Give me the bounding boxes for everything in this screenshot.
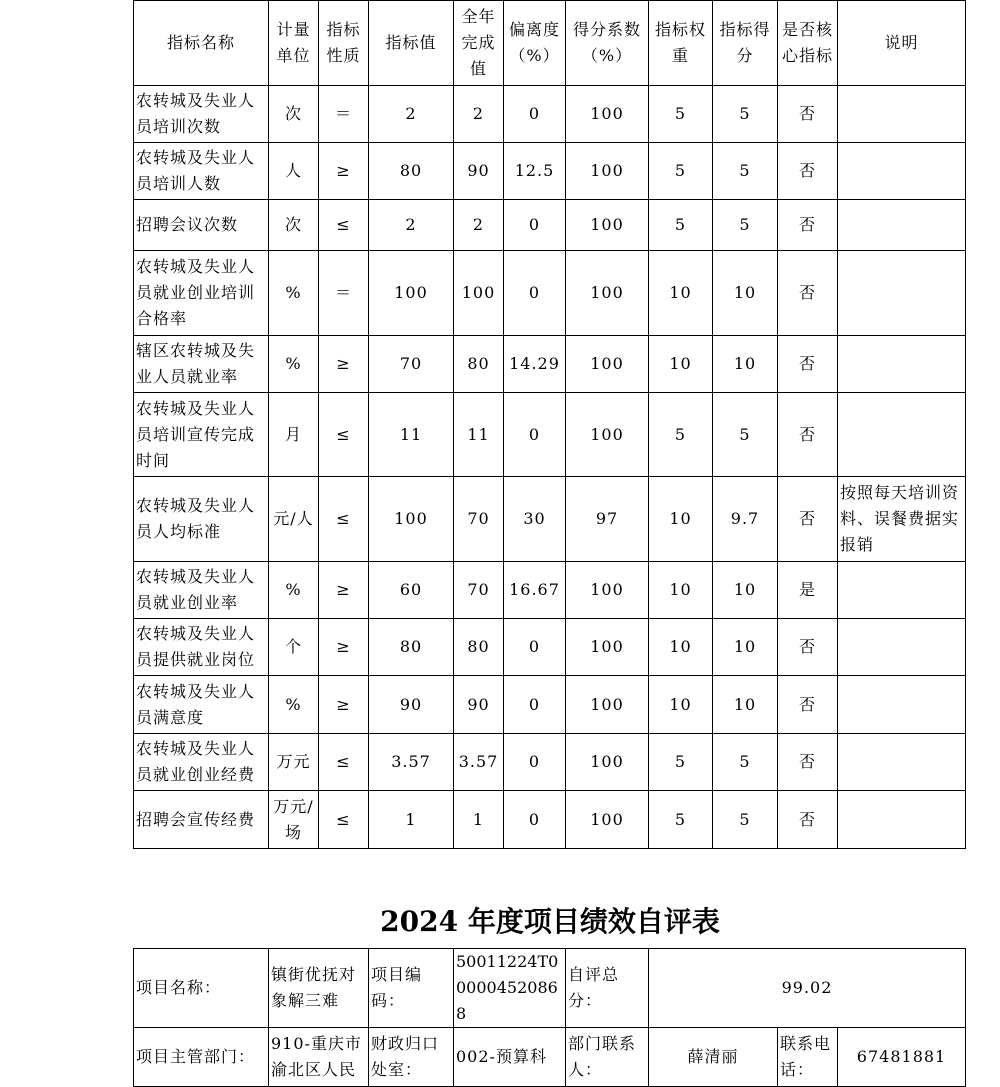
table-cell: 70	[454, 562, 504, 619]
table-cell: 0	[504, 393, 566, 477]
indicator-name: 农转城及失业人员人均标准	[134, 477, 269, 562]
table-cell: 80	[454, 619, 504, 676]
table-cell: 80	[369, 143, 454, 200]
table-cell: 5	[713, 393, 778, 477]
table-cell: 100	[566, 336, 649, 393]
table-cell: 5	[713, 791, 778, 849]
table-cell: 0	[504, 251, 566, 336]
table-cell: 5	[649, 393, 713, 477]
table-row	[134, 143, 966, 200]
table-cell: %	[269, 562, 319, 619]
indicator-table	[133, 0, 966, 849]
indicator-name: 辖区农转城及失业人员就业率	[134, 336, 269, 393]
table-cell: 80	[454, 336, 504, 393]
table-cell: 0	[504, 734, 566, 791]
table-cell: 10	[649, 562, 713, 619]
table-cell: 月	[269, 393, 319, 477]
table-row	[134, 562, 966, 619]
indicator-name: 农转城及失业人员就业创业经费	[134, 734, 269, 791]
note-cell	[838, 251, 966, 336]
table-cell: ≤	[319, 734, 369, 791]
table-cell: ≤	[319, 791, 369, 849]
table-cell: 0	[504, 200, 566, 251]
table-cell: 16.67	[504, 562, 566, 619]
table-cell: 否	[778, 336, 838, 393]
note-cell	[838, 619, 966, 676]
table-cell: 11	[454, 393, 504, 477]
table-cell: 个	[269, 619, 319, 676]
indicator-name: 农转城及失业人员提供就业岗位	[134, 619, 269, 676]
table-cell: 5	[649, 143, 713, 200]
table-cell: 0	[504, 676, 566, 734]
table-cell: 100	[566, 143, 649, 200]
table-cell: ＝	[319, 86, 369, 143]
table-cell: 1	[369, 791, 454, 849]
table-cell: ≥	[319, 676, 369, 734]
table-cell: 10	[713, 619, 778, 676]
table-cell: 10	[713, 676, 778, 734]
table-cell: 100	[566, 676, 649, 734]
contact: 薛清丽	[649, 1028, 778, 1087]
table-cell: 0	[504, 791, 566, 849]
table-row	[134, 676, 966, 734]
table-cell: 3.57	[369, 734, 454, 791]
header-cell: 指标权重	[649, 1, 713, 86]
indicator-name: 农转城及失业人员培训人数	[134, 143, 269, 200]
table-cell: 30	[504, 477, 566, 562]
table-row	[134, 619, 966, 676]
header-cell: 指标值	[369, 1, 454, 86]
table-header	[134, 1, 966, 86]
project-name: 镇街优抚对象解三难	[269, 949, 369, 1028]
table-cell: 5	[649, 200, 713, 251]
table-cell: 90	[369, 676, 454, 734]
header-cell: 全年完成值	[454, 1, 504, 86]
table-row	[134, 477, 966, 562]
header-cell: 计量单位	[269, 1, 319, 86]
info-row	[134, 949, 966, 1028]
table-cell: ≥	[319, 562, 369, 619]
note-cell	[838, 336, 966, 393]
table-cell: 次	[269, 86, 319, 143]
header-cell: 指标名称	[134, 1, 269, 86]
table-cell: 97	[566, 477, 649, 562]
table-cell: 10	[713, 336, 778, 393]
table-cell: ≤	[319, 477, 369, 562]
indicator-name: 招聘会宣传经费	[134, 791, 269, 849]
phone-label: 联系电话：	[778, 1028, 838, 1087]
table-row	[134, 393, 966, 477]
table-cell: 0	[504, 86, 566, 143]
project-code-label: 项目编码：	[369, 949, 454, 1028]
page-title: 2024 年度项目绩效自评表	[380, 905, 720, 938]
table-cell: 2	[454, 86, 504, 143]
table-cell: 2	[369, 200, 454, 251]
table-cell: 5	[649, 734, 713, 791]
table-cell: 90	[454, 676, 504, 734]
table-cell: 否	[778, 200, 838, 251]
table-row	[134, 200, 966, 251]
table-cell: 5	[649, 791, 713, 849]
note-cell	[838, 734, 966, 791]
table-cell: 60	[369, 562, 454, 619]
table-cell: 10	[649, 676, 713, 734]
table-cell: 2	[454, 200, 504, 251]
table-cell: 10	[713, 562, 778, 619]
table-cell: 80	[369, 619, 454, 676]
header-cell: 是否核心指标	[778, 1, 838, 86]
table-cell: 否	[778, 143, 838, 200]
table-cell: 14.29	[504, 336, 566, 393]
indicator-name: 招聘会议次数	[134, 200, 269, 251]
table-row	[134, 251, 966, 336]
info-row	[134, 1028, 966, 1087]
table-cell: 否	[778, 676, 838, 734]
table-cell: 2	[369, 86, 454, 143]
table-cell: 100	[566, 86, 649, 143]
project-code: 50011224T000004520868	[454, 949, 566, 1028]
note-cell	[838, 200, 966, 251]
table-cell: 否	[778, 86, 838, 143]
table-cell: 70	[454, 477, 504, 562]
table-cell: 10	[649, 336, 713, 393]
header-cell: 说明	[838, 1, 966, 86]
table-cell: %	[269, 676, 319, 734]
table-cell: 万元	[269, 734, 319, 791]
table-cell: 万元/场	[269, 791, 319, 849]
table-row	[134, 336, 966, 393]
table-cell: 100	[454, 251, 504, 336]
table-cell: 100	[369, 477, 454, 562]
office: 002-预算科	[454, 1028, 566, 1087]
table-cell: 100	[566, 619, 649, 676]
table-cell: 否	[778, 393, 838, 477]
table-cell: 100	[566, 251, 649, 336]
indicator-name: 农转城及失业人员满意度	[134, 676, 269, 734]
table-cell: %	[269, 336, 319, 393]
table-cell: 5	[649, 86, 713, 143]
table-cell: 10	[713, 251, 778, 336]
table-row	[134, 86, 966, 143]
table-cell: ≤	[319, 393, 369, 477]
phone: 67481881	[838, 1028, 966, 1087]
table-cell: 3.57	[454, 734, 504, 791]
contact-label: 部门联系人：	[566, 1028, 649, 1087]
table-cell: 人	[269, 143, 319, 200]
table-cell: 元/人	[269, 477, 319, 562]
header-cell: 得分系数（%）	[566, 1, 649, 86]
total-score-label: 自评总分：	[566, 949, 649, 1028]
table-cell: 100	[369, 251, 454, 336]
note-cell	[838, 86, 966, 143]
note-cell	[838, 143, 966, 200]
table-cell: 10	[649, 477, 713, 562]
note-cell: 按照每天培训资料、误餐费据实报销	[838, 477, 966, 562]
table-cell: 100	[566, 791, 649, 849]
dept: 910-重庆市渝北区人民	[269, 1028, 369, 1087]
table-cell: ＝	[319, 251, 369, 336]
note-cell	[838, 393, 966, 477]
table-cell: 否	[778, 619, 838, 676]
table-cell: 0	[504, 619, 566, 676]
table-cell: %	[269, 251, 319, 336]
dept-label: 项目主管部门：	[134, 1028, 269, 1087]
table-cell: 12.5	[504, 143, 566, 200]
table-cell: 70	[369, 336, 454, 393]
table-cell: 否	[778, 791, 838, 849]
project-name-label: 项目名称：	[134, 949, 269, 1028]
table-cell: 90	[454, 143, 504, 200]
note-cell	[838, 676, 966, 734]
table-cell: 次	[269, 200, 319, 251]
table-cell: ≥	[319, 619, 369, 676]
header-cell: 指标得分	[713, 1, 778, 86]
table-cell: 5	[713, 143, 778, 200]
total-score: 99.02	[649, 949, 966, 1028]
table-cell: 9.7	[713, 477, 778, 562]
table-cell: 5	[713, 200, 778, 251]
table-row	[134, 791, 966, 849]
table-cell: 否	[778, 251, 838, 336]
note-cell	[838, 562, 966, 619]
table-cell: 100	[566, 200, 649, 251]
indicator-name: 农转城及失业人员培训次数	[134, 86, 269, 143]
table-cell: 1	[454, 791, 504, 849]
table-cell: 10	[649, 619, 713, 676]
table-cell: 5	[713, 86, 778, 143]
table-cell: ≥	[319, 143, 369, 200]
table-cell: 100	[566, 562, 649, 619]
indicator-name: 农转城及失业人员培训宣传完成时间	[134, 393, 269, 477]
indicator-name: 农转城及失业人员就业创业培训合格率	[134, 251, 269, 336]
table-cell: 是	[778, 562, 838, 619]
table-cell: 5	[713, 734, 778, 791]
header-cell: 偏离度（%）	[504, 1, 566, 86]
table-row	[134, 734, 966, 791]
table-cell: ≤	[319, 200, 369, 251]
table-cell: 否	[778, 477, 838, 562]
table-cell: 100	[566, 393, 649, 477]
indicator-name: 农转城及失业人员就业创业率	[134, 562, 269, 619]
table-cell: 否	[778, 734, 838, 791]
table-cell: 100	[566, 734, 649, 791]
header-cell: 指标性质	[319, 1, 369, 86]
table-cell: 10	[649, 251, 713, 336]
note-cell	[838, 791, 966, 849]
project-info-table	[133, 948, 966, 1087]
table-cell: ≥	[319, 336, 369, 393]
office-label: 财政归口处室：	[369, 1028, 454, 1087]
table-cell: 11	[369, 393, 454, 477]
